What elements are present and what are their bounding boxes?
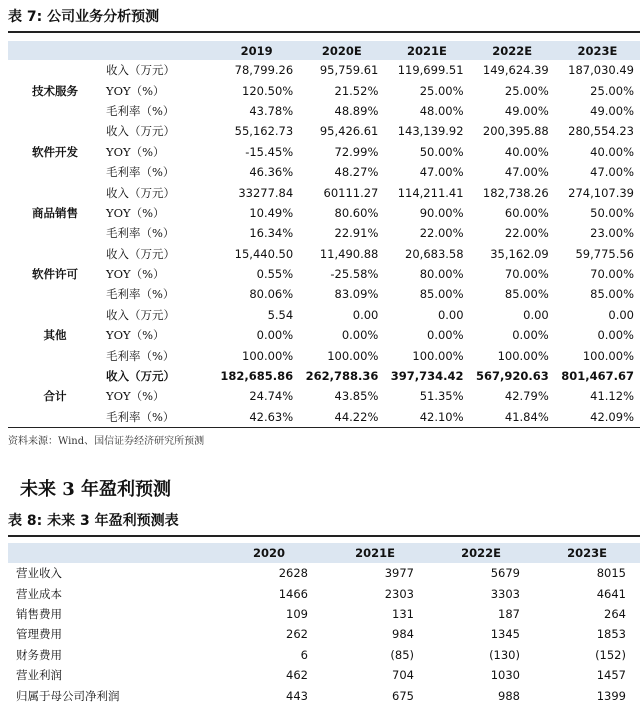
value-cell: 47.00% [419,165,464,180]
value-cell: 51.35% [419,389,464,404]
value-cell: 48.27% [334,165,379,180]
value-cell: 1345 [490,627,520,642]
table8-title: 表 8: 未来 3 年盈利预测表 [8,513,179,529]
value-cell: 85.00% [419,287,464,302]
title-rule [8,31,640,33]
value-cell: 50.00% [590,205,634,220]
metric-label: YOY（%） [106,144,165,159]
value-cell: 0.00% [341,328,379,343]
value-cell: 187,030.49 [568,63,634,78]
metric-label: 收入（万元） [106,246,175,261]
value-cell: 262 [286,627,308,642]
value-cell: 187 [498,606,520,621]
metric-label: YOY（%） [106,389,165,404]
value-cell: 0.00 [352,307,379,322]
value-cell: 100.00% [497,348,549,363]
value-cell: 47.00% [504,165,549,180]
table-row [8,60,640,80]
value-cell: 42.79% [504,389,549,404]
value-cell: 0.55% [256,267,294,282]
segment-name: 商品销售 [32,205,78,220]
value-cell: 0.00 [608,307,634,322]
value-cell: 801,467.67 [561,369,634,384]
value-cell: 40.00% [504,144,549,159]
section-title: 未来 3 年盈利预测 [20,479,172,500]
value-cell: -25.58% [330,267,379,282]
header-cell: 2019 [214,41,299,60]
value-cell: 3303 [490,586,520,601]
table-row [8,386,640,406]
value-cell: 95,426.61 [319,124,379,139]
table-row [8,264,640,284]
table-row [8,182,640,202]
value-cell: 40.00% [590,144,634,159]
table-row [8,407,640,427]
row-label: 营业收入 [16,566,62,581]
table-row [8,284,640,304]
value-cell: 80.06% [249,287,294,302]
value-cell: 15,440.50 [234,246,294,261]
table-header-row [8,543,640,563]
metric-label: 收入（万元） [106,63,175,78]
value-cell: 78,799.26 [234,63,294,78]
table-row [8,645,640,665]
row-label: 管理费用 [16,627,62,642]
metric-label: YOY（%） [106,267,165,282]
metric-label: 收入（万元） [106,307,175,322]
value-cell: 3977 [384,566,414,581]
value-cell: 704 [392,668,414,683]
header-cell: 2022E [428,543,534,563]
value-cell: 0.00 [523,307,549,322]
segment-name: 技术服务 [32,83,78,98]
header-cell: 2020E [299,41,384,60]
value-cell: 41.12% [590,389,634,404]
table-row [8,142,640,162]
value-cell: 100.00% [582,348,634,363]
value-cell: 46.36% [249,165,294,180]
value-cell: 43.85% [334,389,379,404]
value-cell: 48.89% [334,103,379,118]
value-cell: 49.00% [590,103,634,118]
table-row [8,345,640,365]
value-cell: 43.78% [249,103,294,118]
value-cell: 120.50% [242,83,294,98]
value-cell: 0.00% [512,328,549,343]
value-cell: 25.00% [504,83,549,98]
business-forecast-table [8,41,640,427]
segment-name: 软件开发 [32,144,78,159]
table-row [8,80,640,100]
value-cell: 41.84% [504,409,549,424]
value-cell: 85.00% [590,287,634,302]
metric-label: 收入（万元） [106,124,175,139]
value-cell: 0.00% [256,328,294,343]
table-row [8,305,640,325]
value-cell: 143,139.92 [397,124,464,139]
value-cell: 119,699.51 [397,63,464,78]
value-cell: 5679 [490,566,520,581]
metric-label: 收入（万元） [106,369,175,384]
value-cell: 83.09% [334,287,379,302]
value-cell: 262,788.36 [305,369,379,384]
value-cell: 44.22% [334,409,379,424]
table-row [8,203,640,223]
header-cell: 2023E [534,543,640,563]
value-cell: 100.00% [412,348,464,363]
header-cell: 2023E [555,41,640,60]
metric-label: YOY（%） [106,328,165,343]
metric-label: 毛利率（%） [106,103,175,118]
value-cell: 1030 [490,668,520,683]
value-cell: 90.00% [419,205,464,220]
header-cell: 2022E [470,41,555,60]
value-cell: 23.00% [590,226,634,241]
value-cell: 22.00% [504,226,549,241]
value-cell: 21.52% [334,83,379,98]
value-cell: 42.10% [419,409,464,424]
value-cell: 984 [392,627,414,642]
table-row [8,685,640,705]
value-cell: 0.00 [437,307,464,322]
header-cell: 2020 [216,543,322,563]
table-row [8,604,640,624]
metric-label: YOY（%） [106,83,165,98]
table-row [8,162,640,182]
value-cell: 100.00% [327,348,379,363]
value-cell: 59,775.56 [575,246,634,261]
value-cell: 80.00% [419,267,464,282]
value-cell: 22.91% [334,226,379,241]
value-cell: 100.00% [242,348,294,363]
row-label: 营业利润 [16,668,62,683]
value-cell: 264 [604,606,626,621]
metric-label: 毛利率（%） [106,226,175,241]
value-cell: 149,624.39 [482,63,549,78]
table-row [8,583,640,603]
value-cell: 462 [286,668,308,683]
value-cell: 2303 [384,586,414,601]
value-cell: 274,107.39 [568,185,634,200]
table-row [8,563,640,583]
value-cell: (130) [489,647,520,662]
table-bottom-rule [8,427,640,428]
value-cell: 33277.84 [238,185,294,200]
row-label: 营业成本 [16,586,62,601]
value-cell: 70.00% [504,267,549,282]
value-cell: 80.60% [334,205,379,220]
value-cell: 443 [286,688,308,703]
table7-title: 表 7: 公司业务分析预测 [8,9,160,25]
value-cell: (85) [390,647,414,662]
table-header-row [8,41,640,60]
value-cell: 567,920.63 [475,369,549,384]
title-rule [8,535,640,537]
value-cell: 114,211.41 [397,185,464,200]
metric-label: 毛利率（%） [106,409,175,424]
value-cell: 1399 [596,688,626,703]
row-label: 归属于母公司净利润 [16,688,120,703]
value-cell: 49.00% [504,103,549,118]
value-cell: 4641 [596,586,626,601]
value-cell: 47.00% [590,165,634,180]
table-row [8,325,640,345]
source-note: 资料来源：Wind、国信证券经济研究所预测 [8,436,205,447]
value-cell: 131 [392,606,414,621]
segment-name: 其他 [43,328,67,343]
value-cell: 20,683.58 [405,246,464,261]
value-cell: 95,759.61 [319,63,379,78]
segment-name: 软件许可 [32,267,78,282]
value-cell: 35,162.09 [490,246,549,261]
header-cell [8,543,216,563]
value-cell: 16.34% [249,226,294,241]
header-cell: 2021E [322,543,428,563]
value-cell: 48.00% [419,103,464,118]
value-cell: 0.00% [427,328,464,343]
value-cell: 182,738.26 [482,185,549,200]
segment-name: 合计 [43,389,67,404]
value-cell: 2628 [278,566,308,581]
value-cell: 397,734.42 [390,369,464,384]
value-cell: 5.54 [267,307,294,322]
metric-label: 毛利率（%） [106,348,175,363]
value-cell: 988 [498,688,520,703]
value-cell: 0.00% [597,328,634,343]
metric-label: 收入（万元） [106,185,175,200]
table-row [8,101,640,121]
value-cell: 1457 [596,668,626,683]
value-cell: 675 [392,688,414,703]
value-cell: 1853 [596,627,626,642]
value-cell: 25.00% [419,83,464,98]
value-cell: 55,162.73 [234,124,294,139]
value-cell: 42.63% [249,409,294,424]
value-cell: 42.09% [590,409,634,424]
table-row [8,244,640,264]
value-cell: 280,554.23 [568,124,634,139]
row-label: 财务费用 [16,647,62,662]
table-row [8,121,640,141]
metric-label: 毛利率（%） [106,165,175,180]
value-cell: 6 [300,647,308,662]
table-row [8,223,640,243]
value-cell: 24.74% [249,389,294,404]
value-cell: 10.49% [249,205,294,220]
value-cell: 60111.27 [323,185,379,200]
value-cell: 22.00% [419,226,464,241]
row-label: 销售费用 [16,606,62,621]
value-cell: 8015 [596,566,626,581]
header-cell [8,41,102,60]
metric-label: 毛利率（%） [106,287,175,302]
value-cell: 182,685.86 [220,369,294,384]
metric-label: YOY（%） [106,205,165,220]
value-cell: 1466 [278,586,308,601]
value-cell: -15.45% [245,144,294,159]
value-cell: 25.00% [590,83,634,98]
value-cell: (152) [595,647,626,662]
value-cell: 85.00% [504,287,549,302]
header-cell: 2021E [384,41,469,60]
value-cell: 50.00% [419,144,464,159]
value-cell: 109 [286,606,308,621]
table-row [8,624,640,644]
value-cell: 60.00% [504,205,549,220]
value-cell: 70.00% [590,267,634,282]
table-row [8,665,640,685]
profit-forecast-table [8,543,640,706]
header-cell [102,41,214,60]
value-cell: 200,395.88 [482,124,549,139]
value-cell: 72.99% [334,144,379,159]
table-row [8,366,640,386]
value-cell: 11,490.88 [319,246,379,261]
